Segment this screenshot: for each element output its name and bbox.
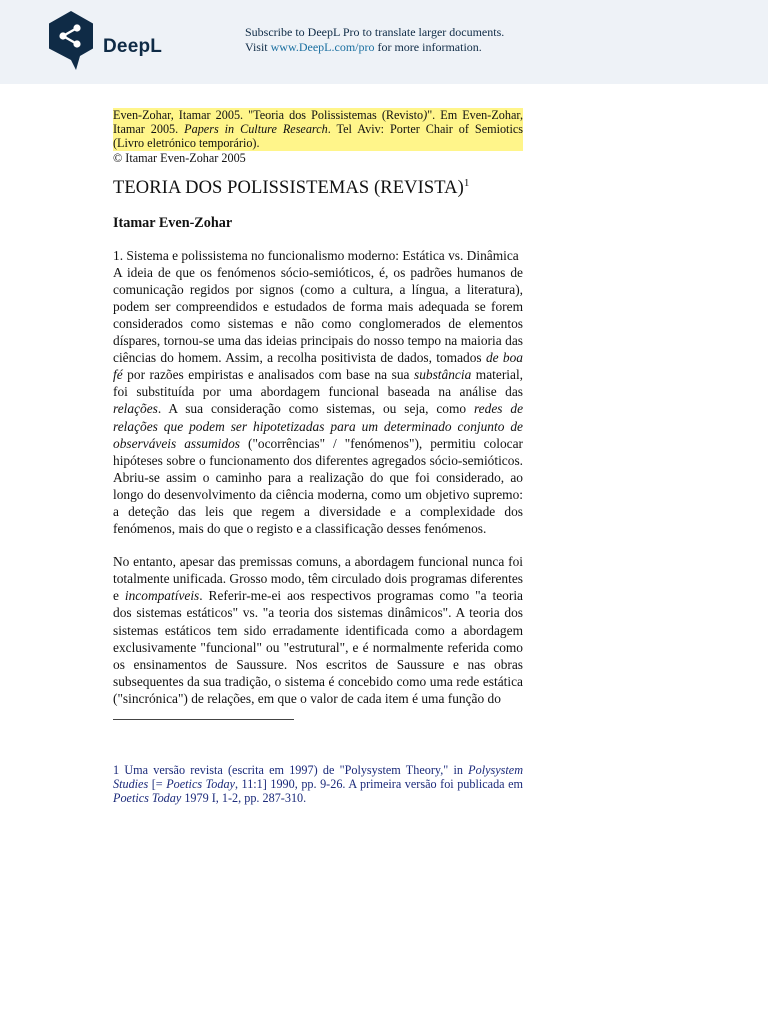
promo-rest: for more information. xyxy=(374,40,482,54)
footnote-divider xyxy=(113,719,294,720)
p1-text-c: material, foi substituída por uma abordagem funcional baseada na análise das xyxy=(113,367,524,400)
deepl-banner xyxy=(0,0,768,84)
p1-emphasis-1: de boa fé xyxy=(113,350,524,383)
author-name: Itamar Even-Zohar xyxy=(113,214,233,231)
copyright-line: © Itamar Even-Zohar 2005 xyxy=(113,150,246,165)
citation-highlight: Even-Zohar, Itamar 2005. "Teoria dos Polissistemas (Revisto)". Em Even-Zohar, Itamar 2005. Papers in Culture Research. Tel Aviv: Porter Chair of Semiotics (Livro eletrónico temporário). xyxy=(113,108,523,151)
title-footnote-marker[interactable]: 1 xyxy=(463,176,470,189)
fn-emphasis-2: Poetics Today xyxy=(166,777,235,792)
pro-promo xyxy=(245,25,504,55)
citation-text-2: . Tel Aviv: Porter Chair of Semiotics (Livro eletrónico temporário). xyxy=(113,122,523,151)
promo-line-1: Subscribe to DeepL Pro to translate larger documents. xyxy=(245,25,505,39)
deepl-brand-name: DeepL xyxy=(103,36,163,57)
deepl-pro-link[interactable]: www.DeepL.com/pro xyxy=(270,40,375,54)
document-title xyxy=(113,177,523,199)
promo-line-2 xyxy=(245,40,504,55)
citation-text-1: Even-Zohar, Itamar 2005. "Teoria dos Polissistemas (Revisto xyxy=(113,108,424,122)
fn-text-d: 1979 I, 1-2, pp. 287-310. xyxy=(181,791,307,806)
fn-text-a: 1 Uma versão revista (escrita em 1997) de "Polysystem Theory," in xyxy=(113,763,469,778)
p1-text-e: ("ocorrências" / "fenómenos"), permitiu colocar hipóteses sobre o funcionamento dos diferentes agregados sócio-semióticos. Abriu-se assim o caminho para a realização do que foi considerado, ao longo do desenvolvimento da ciência moderna, como um objetivo supremo: a deteção das leis que regem a diversidade e a complexidade dos fenómenos, mais do que o registo e a classificação desses fenómenos. xyxy=(113,435,523,537)
citation-text-1b: ". Em Even-Zohar, Itamar 2005. xyxy=(113,108,523,137)
p1-text-a: A ideia de que os fenómenos sócio-semióticos, é, os padrões humanos de comunicação regidos por signos (como a cultura, a língua, a literatura), podem ser compreendidos e estudados de forma mais adequada se forem considerados como sistemas e não como conglomerados de elementos díspares, tornou-se uma das ideias principais do nosso tempo na maioria das ciências do homem. Assim, a recolha positivista de dados, tomados xyxy=(113,264,523,366)
p1-text-b: por razões empiristas e analisados com base na sua xyxy=(122,367,414,383)
fn-emphasis-3: Poetics Today xyxy=(113,791,182,806)
promo-visit: Visit xyxy=(245,40,271,54)
citation-book-title: Papers in Culture Research xyxy=(184,122,328,137)
paragraph-1 xyxy=(113,264,523,538)
p2-text-b: . Referir-me-ei aos respectivos programas como "a teoria dos sistemas estáticos" vs. "a teoria dos sistemas dinâmicos". A teoria dos sistemas estáticos tem sido erradamente identificada como a abordagem exclusivamente "funcional" ou "estrutural", e é normalmente referida como os ensinamentos de Saussure. Nos escritos de Saussure e nas obras subsequentes da sua tradição, o sistema é concebido como uma rede estática ("sincrónica") de relações, em que o valor de cada item é uma função do xyxy=(113,588,523,706)
deepl-logo-icon xyxy=(46,10,96,72)
title-text: TEORIA DOS POLISSISTEMAS (REVISTA) xyxy=(113,177,464,198)
p1-emphasis-2: substância xyxy=(413,367,472,383)
section-heading: 1. Sistema e polissistema no funcionalismo moderno: Estática vs. Dinâmica xyxy=(113,247,519,263)
document-page xyxy=(113,108,523,806)
p2-emphasis-1: incompatíveis xyxy=(124,588,200,604)
fn-emphasis-1: Polysystem Studies xyxy=(113,763,523,792)
p2-text-a: No entanto, apesar das premissas comuns, a abordagem funcional nunca foi totalmente unificada. Grosso modo, têm circulado dois programas diferentes e xyxy=(113,554,523,604)
p1-emphasis-4: redes de relações que podem ser hipotetizadas para um determinado conjunto de observáveis assumidos xyxy=(113,401,524,451)
paragraph-2 xyxy=(113,553,523,707)
fn-text-c: , 11:1] 1990, pp. 9-26. A primeira versão foi publicada em xyxy=(234,777,523,792)
p1-text-d: . A sua consideração como sistemas, ou seja, como xyxy=(157,401,474,417)
p1-emphasis-3: relações xyxy=(113,401,158,417)
fn-text-b: [= xyxy=(148,777,167,792)
footnote-1 xyxy=(113,763,523,806)
